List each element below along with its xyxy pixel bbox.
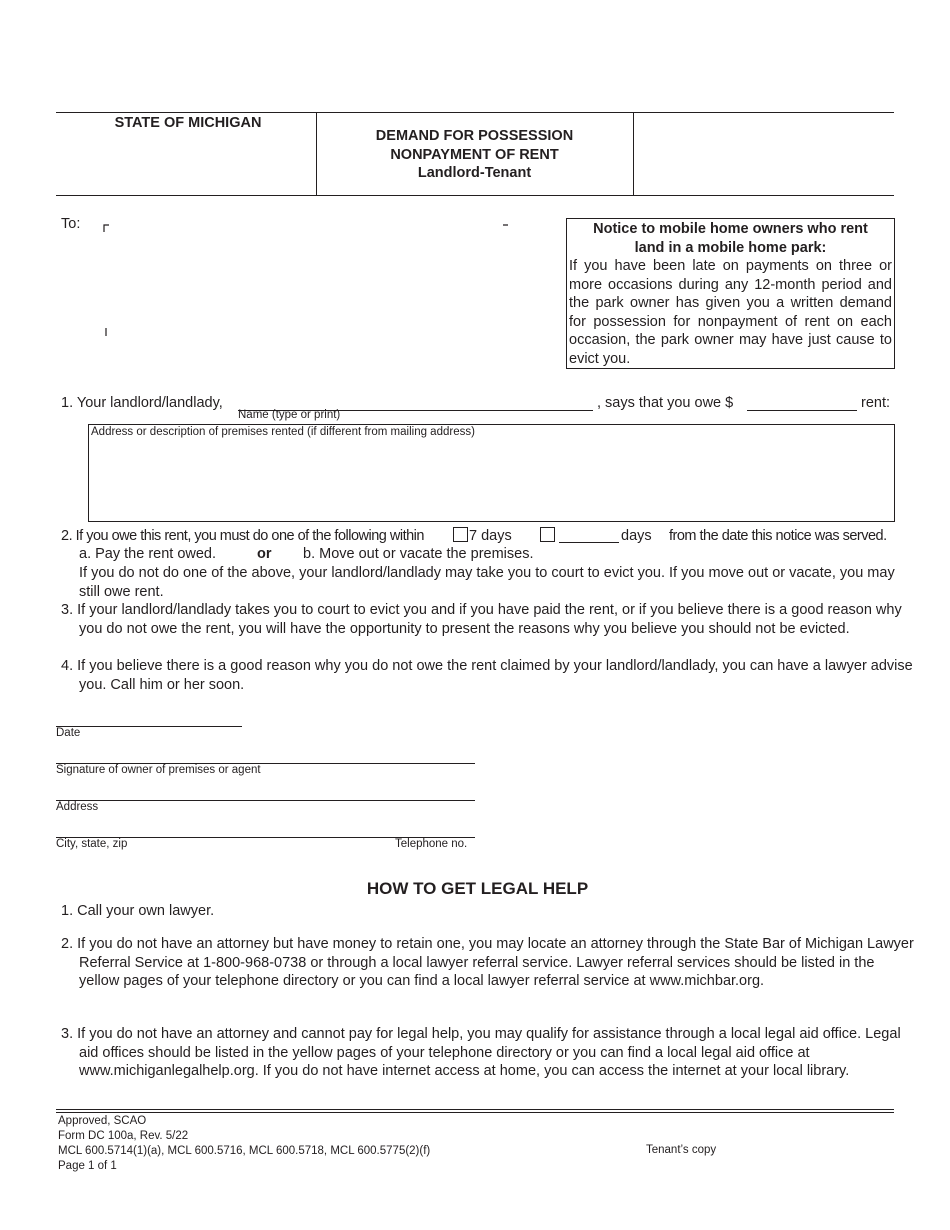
notice-title-line2: land in a mobile home park: [634, 239, 827, 256]
footer-copy-label: Tenant’s copy [646, 1144, 717, 1156]
item1-suffix: rent: [861, 395, 891, 411]
custom-days-checkbox[interactable] [540, 527, 555, 542]
option-pay-rent: a. Pay the rent owed. [79, 546, 217, 562]
footer-mcl: MCL 600.5714(1)(a), MCL 600.5716, MCL 600.5718, MCL 600.5775(2)(f) [58, 1145, 431, 1157]
mobile-home-notice-box [566, 218, 895, 369]
address-label: Address [56, 801, 99, 813]
notice-body: If you have been late on payments on three or more occasions during any 12-month period and the park owner has given you a written demand for possession for nonpayment of rent on each occasion, the park owner may have just cause to evict you. [569, 258, 892, 367]
form-title-line2: NONPAYMENT OF RENT [390, 146, 559, 163]
custom-days-input[interactable] [559, 526, 619, 543]
legal-help-item1: 1. Call your own lawyer. [61, 903, 215, 919]
tenant-address-area[interactable] [112, 222, 500, 334]
telephone-label: Telephone no. [395, 838, 468, 850]
name-caption: Name (type or print) [238, 409, 341, 421]
item2-suffix: from the date this notice was served. [669, 528, 887, 544]
to-label: To: [61, 216, 81, 232]
address-corner-top-left [103, 224, 109, 232]
days-label: days [621, 528, 652, 544]
address-corner-top-right [502, 224, 508, 232]
form-title-line3: Landlord-Tenant [417, 165, 532, 181]
footer-left [58, 1114, 430, 1174]
footer-rule-thin [56, 1112, 894, 1113]
header-bottom-rule [56, 195, 894, 196]
footer-approved: Approved, SCAO [58, 1115, 147, 1127]
legal-help-title: HOW TO GET LEGAL HELP [366, 879, 589, 898]
signature-label: Signature of owner of premises or agent [56, 764, 261, 776]
footer-page: Page 1 of 1 [58, 1160, 117, 1172]
legal-help-item2: 2. If you do not have an attorney but have money to retain one, you may locate an attorney through the State Bar of Michigan Lawyer Referral Service at 1-800-968-0738 or through a local lawyer referral service. Lawyer referral services should be listed in the yellow pages of your telephone directory or you can find a local lawyer referral service at www.michbar.org. [61, 936, 914, 989]
signature-input[interactable] [56, 747, 475, 764]
item2-prefix: 2. If you owe this rent, you must do one of the following within [61, 528, 424, 544]
case-number-cell[interactable] [634, 113, 894, 195]
item2-warning: If you do not do one of the above, your landlord/landlady may take you to court to evict you. If you move out or vacate, you may still owe rent. [79, 565, 895, 600]
city-state-zip-input[interactable] [56, 821, 475, 838]
premises-address-caption: Address or description of premises rented (if different from mailing address) [91, 426, 475, 438]
state-heading: STATE OF MICHIGAN [114, 115, 262, 131]
form-title-line1: DEMAND FOR POSSESSION [375, 128, 574, 144]
item1-middle: , says that you owe $ [597, 395, 734, 411]
or-label: or [257, 546, 272, 562]
notice-title [567, 220, 894, 257]
footer-rule-thick [56, 1109, 894, 1110]
date-input[interactable] [56, 710, 242, 727]
item3-text: 3. If your landlord/landlady takes you to court to evict you and if you have paid the rent, or if you believe there is a good reason why you do not owe the rent, you will have the opportunity to present the reasons why you believe you should not be evicted. [61, 602, 902, 637]
city-state-zip-label: City, state, zip [56, 838, 128, 850]
item4-text: 4. If you believe there is a good reason why you do not owe the rent claimed by your landlord/landlady, you can have a lawyer advise you. Call him or her soon. [61, 658, 913, 693]
legal-help-item3: 3. If you do not have an attorney and cannot pay for legal help, you may qualify for assistance through a local legal aid office. Legal aid offices should be listed in the yellow pages of your telephone directory or you can find a local legal aid office at www.michiganlegalhelp.org. If you do not have internet access at home, you can access the internet at your local library. [61, 1026, 901, 1079]
date-label: Date [56, 727, 81, 739]
item1-prefix: 1. Your landlord/landlady, [61, 395, 223, 411]
option-move-out: b. Move out or vacate the premises. [303, 546, 534, 562]
footer-form-number: Form DC 100a, Rev. 5/22 [58, 1130, 189, 1142]
amount-owed-input[interactable] [747, 394, 857, 411]
form-title [316, 127, 633, 183]
notice-title-line1: Notice to mobile home owners who rent [593, 221, 868, 237]
premises-address-box[interactable] [88, 424, 895, 522]
address-corner-bottom-right [502, 328, 508, 336]
address-corner-bottom-left [105, 328, 111, 336]
seven-days-label: 7 days [469, 528, 512, 544]
seven-days-checkbox[interactable] [453, 527, 468, 542]
address-input[interactable] [56, 784, 475, 801]
